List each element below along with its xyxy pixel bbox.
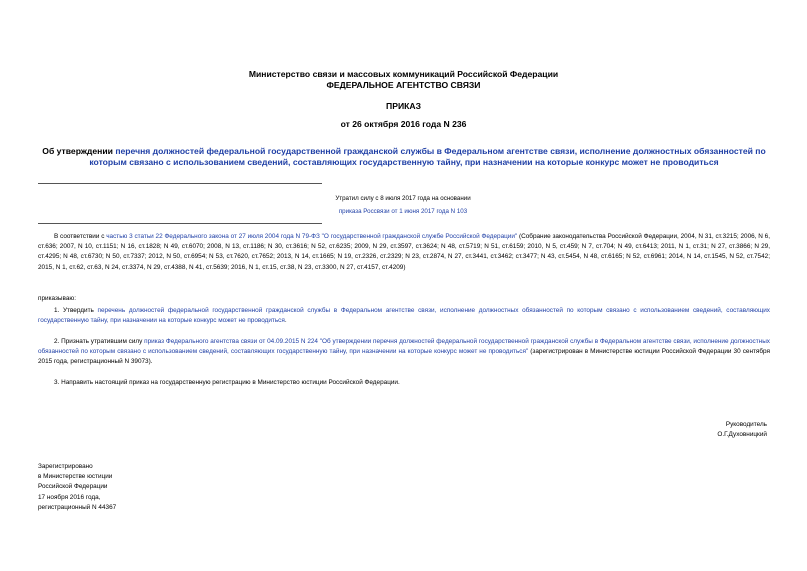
item1-text-end: . xyxy=(284,317,287,325)
doc-date-heading: от 26 октября 2016 года N 236 xyxy=(340,119,467,129)
divider-bottom xyxy=(38,223,322,224)
registration-line-5: регистрационный N 44367 xyxy=(38,503,117,511)
title-prefix: Об утверждении xyxy=(42,146,116,156)
registration-block xyxy=(38,462,116,513)
signature-role: Руководитель xyxy=(725,421,767,428)
status-link[interactable]: приказа Россвязи от 1 июня 2017 года N 103 xyxy=(338,208,468,216)
agency-heading: ФЕДЕРАЛЬНОЕ АГЕНТСТВО СВЯЗИ xyxy=(326,80,481,90)
signature-block xyxy=(717,420,767,440)
title-link[interactable]: перечня должностей федеральной государственной гражданской службы в Федеральном агентстве связи, исполнение должностных обязанностей по которым связано с использованием сведений, составляющих государственную тайну, при назначении на которые конкурс может не проводиться xyxy=(89,146,766,167)
registration-line-4: 17 ноября 2016 года, xyxy=(38,493,101,501)
order-item-3: 3. Направить настоящий приказ на государственную регистрацию в Министерство юстиции Российской Федерации. xyxy=(54,379,400,386)
divider-top xyxy=(38,183,322,184)
status-note xyxy=(323,194,483,217)
preamble-text-start: В соответствии с xyxy=(54,233,107,240)
order-word: приказываю: xyxy=(38,295,76,302)
item2-text-end: (зарегистрирован в Министерстве юстиции Российской Федерации 30 сентября 2015 года, регистрационный N 39073). xyxy=(38,348,770,366)
item2-text-start: 2. Признать утратившим силу xyxy=(54,338,145,345)
item2-link[interactable]: приказ Федерального агентства связи от 04.09.2015 N 224 "Об утверждении перечня должностей федеральной государственной гражданской службы в Федеральном агентстве связи, исполнение должностных обязанностей по которым связано с использованием сведений, составляющих государственную тайну, при назначении на которые конкурс может не проводиться" xyxy=(38,338,771,356)
registration-line-1: Зарегистрировано xyxy=(38,463,93,470)
preamble-paragraph xyxy=(38,232,770,273)
registration-line-2: в Министерстве юстиции xyxy=(38,473,113,481)
order-item-1 xyxy=(38,306,770,326)
item1-link[interactable]: перечень должностей федеральной государственной гражданской службы в Федеральном агентстве связи, исполнение должностных обязанностей по которым связано с использованием сведений, составляющих государственную тайну, при назначении на которые конкурс может не проводиться xyxy=(38,307,770,325)
signature-name: О.Г.Духовницкий xyxy=(717,431,767,439)
registration-line-3: Российской Федерации xyxy=(38,483,108,491)
ministry-heading: Министерство связи и массовых коммуникаций Российской Федерации xyxy=(248,69,559,79)
order-item-2 xyxy=(38,337,770,368)
page-title xyxy=(38,146,770,168)
preamble-law-link[interactable]: частью 3 статьи 22 Федерального закона от 27 июля 2004 года N 79-ФЗ "О государственной гражданской службе Российской Федерации" xyxy=(106,233,518,240)
doc-type-heading: ПРИКАЗ xyxy=(386,101,421,111)
preamble-text-end: (Собрание законодательства Российской Федерации, 2004, N 31, ст.3215; 2006, N 6, ст.636; 2007, N 10, ст.1151; N 16, ст.1828; N 49, ст.6070; 2008, N 13, ст.1186; N 30, ст.3616; N 52, ст.6235; 2009, N 29, ст.3597, ст.3624; N 48, ст.5719; N 51, ст.6159; 2010, N 5, ст.459; N 7, ст.704; N 49, ст.6413; 2011, N 1, ст.31; N 27, ст.3866; N 29, ст.4295; N 48, ст.6730; N 50, ст.7337; 2012, N 50, ст.6954; N 53, ст.7620, ст.7652; 2013, N 14, ст.1665; N 19, ст.2326, ст.2329; N 23, ст.2874, N 27, ст.3441, ст.3462; ст.3477; N 43, ст.5454, N 48, ст.6165; N 52, ст.6961; 2014, N 14, ст.1545, N 52, ст.7542; 2015, N 1, ст.62, ст.63, N 24, ст.3374, N 29, ст.4388, N 41, ст.5639; 2016, N 1, ст.15, ст.38, N 23, ст.3300, N 27, ст.4157, ст.4209) xyxy=(38,233,770,271)
item1-text-start: 1. Утвердить xyxy=(54,307,98,314)
status-text: Утратил силу с 8 июля 2017 года на основании xyxy=(335,195,471,202)
